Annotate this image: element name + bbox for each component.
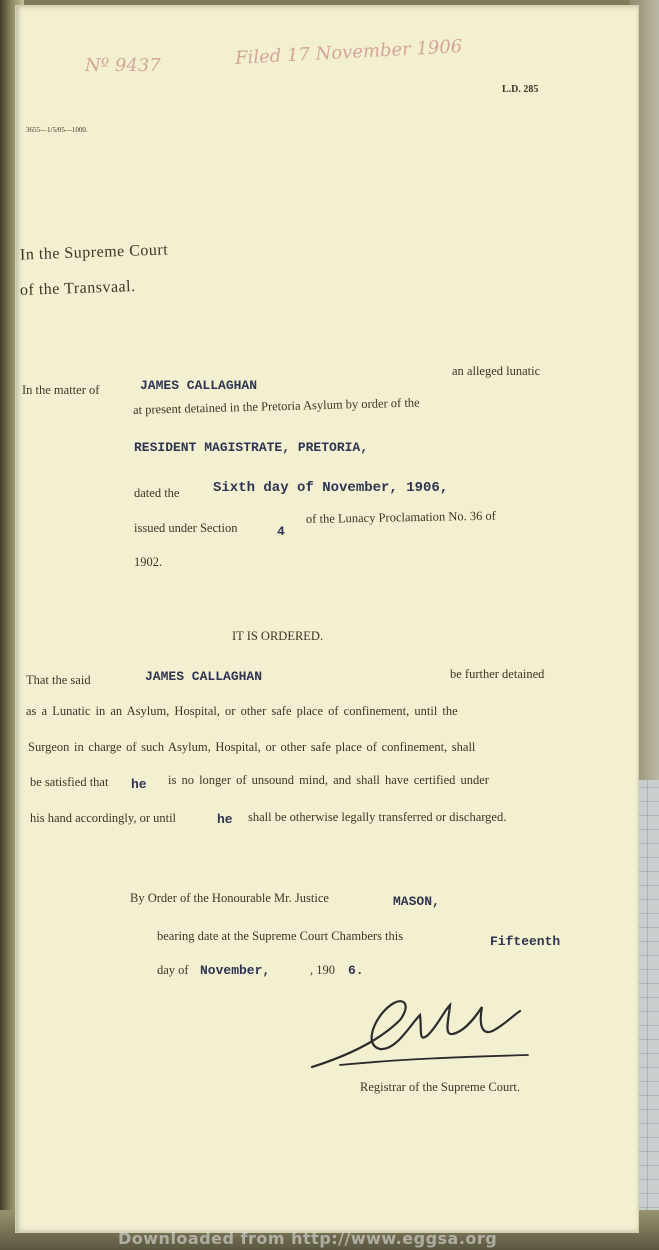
- order-line4-start: be satisfied that: [30, 775, 109, 789]
- handwritten-filed-note: Filed 17 November 1906: [234, 36, 463, 69]
- print-code: 3655—1/5/05—1000.: [26, 126, 88, 134]
- order-line5-start: his hand accordingly, or until: [30, 811, 177, 825]
- registrar-signature: [310, 985, 530, 1075]
- pronoun-he-1: he: [131, 777, 147, 792]
- in-the-matter-label: In the matter of: [22, 383, 100, 397]
- year-prefix: , 190: [310, 963, 335, 977]
- year-digit: 6.: [348, 963, 364, 978]
- order-line2: as a Lunatic in an Asylum, Hospital, or other safe place of confinement, until the: [26, 704, 458, 718]
- patient-name: JAMES CALLAGHAN: [140, 378, 258, 393]
- bearing-date-text: bearing date at the Supreme Court Chambers this: [157, 929, 404, 943]
- order-patient-name: JAMES CALLAGHAN: [145, 669, 263, 684]
- order-line3: Surgeon in charge of such Asylum, Hospital, or other safe place of confinement, shall: [28, 740, 476, 754]
- dated-the-label: dated the: [134, 486, 180, 500]
- that-the-said-label: That the said: [26, 673, 91, 687]
- ordered-heading: IT IS ORDERED.: [232, 629, 324, 643]
- day-word: Fifteenth: [490, 934, 561, 949]
- order-line4-end: is no longer of unsound mind, and shall have certified under: [168, 773, 489, 787]
- order-date: Sixth day of November, 1906,: [213, 480, 449, 496]
- magistrate-name: RESIDENT MAGISTRATE, PRETORIA,: [134, 440, 369, 455]
- pronoun-he-2: he: [217, 812, 233, 827]
- form-code: L.D. 285: [502, 84, 539, 95]
- alleged-lunatic-text: an alleged lunatic: [452, 364, 541, 378]
- proclamation-year: 1902.: [134, 555, 163, 569]
- detained-text: at present detained in the Pretoria Asylum by order of the: [132, 395, 420, 417]
- further-detained-text: be further detained: [450, 667, 545, 681]
- registrar-title: Registrar of the Supreme Court.: [360, 1080, 521, 1094]
- court-name-line2: of the Transvaal.: [19, 277, 136, 300]
- section-number: 4: [277, 524, 285, 539]
- day-of-label: day of: [157, 963, 189, 977]
- watermark: Downloaded from http://www.eggsa.org: [118, 1229, 498, 1248]
- month-name: November,: [200, 963, 271, 978]
- handwritten-number: Nº 9437: [85, 55, 161, 76]
- by-order-text: By Order of the Honourable Mr. Justice: [130, 891, 329, 905]
- justice-name: MASON,: [393, 894, 440, 909]
- court-name-line1: In the Supreme Court: [19, 241, 169, 264]
- proclamation-text: of the Lunacy Proclamation No. 36 of: [305, 508, 496, 526]
- order-line5-end: shall be otherwise legally transferred or discharged.: [248, 810, 507, 824]
- issued-under-label: issued under Section: [134, 521, 238, 535]
